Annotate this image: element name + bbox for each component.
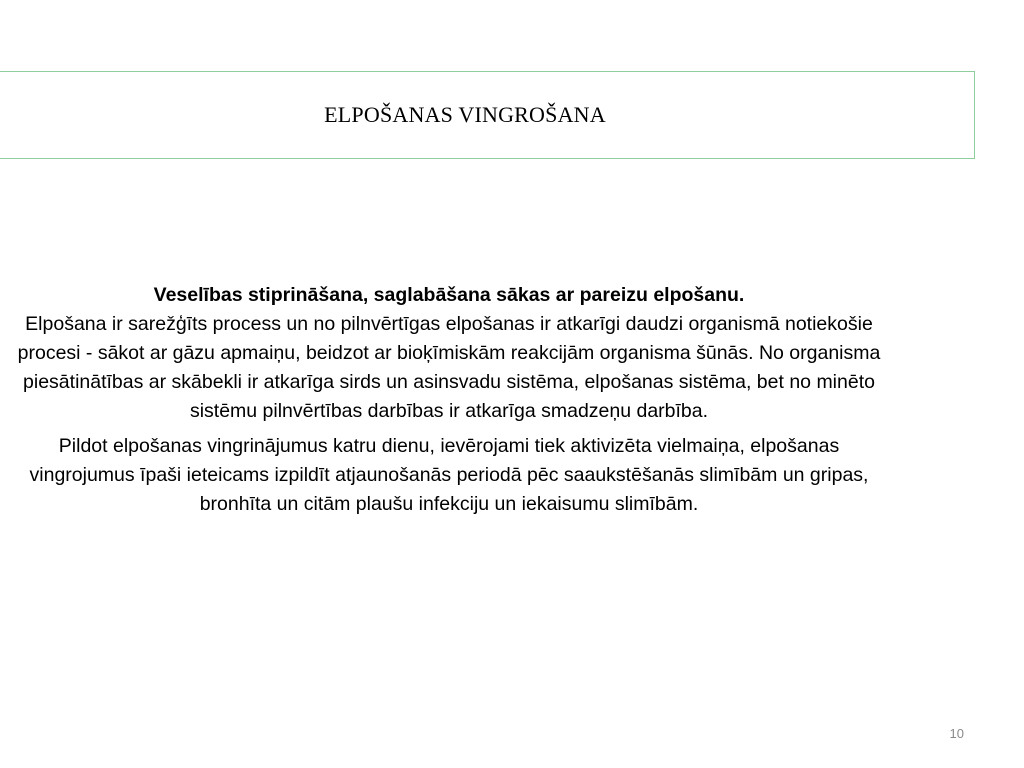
paragraph-2: Pildot elpošanas vingrinājumus katru dienu, ievērojami tiek aktivizēta vielmaiņa, elpošanas vingrojumus īpaši ieteicams izpildīt atjaunošanās periodā pēc saaukstēšanās slimībām un gripas, bronhīta un citām plaušu infekciju un iekaisumu slimībām. — [29, 435, 869, 515]
page-number: 10 — [949, 726, 964, 741]
paragraph-1 — [10, 281, 888, 426]
title-box — [0, 71, 975, 159]
lead-sentence: Veselības stiprināšana, saglabāšana sākas ar pareizu elpošanu. — [153, 284, 745, 306]
slide-body — [10, 281, 888, 519]
slide-title: ELPOŠANAS VINGROŠANA — [324, 102, 606, 127]
paragraph-1-text: Elpošana ir sarežģīts process un no pilnvērtīgas elpošanas ir atkarīgi daudzi organismā notiekošie procesi - sākot ar gāzu apmaiņu, beidzot ar bioķīmiskām reakcijām organisma šūnās. No organisma piesātinātības ar skābekli ir atkarīga sirds un asinsvadu sistēma, elpošanas sistēma, bet no minēto sistēmu pilnvērtības darbības ir atkarīga smadzeņu darbība. — [17, 313, 881, 422]
